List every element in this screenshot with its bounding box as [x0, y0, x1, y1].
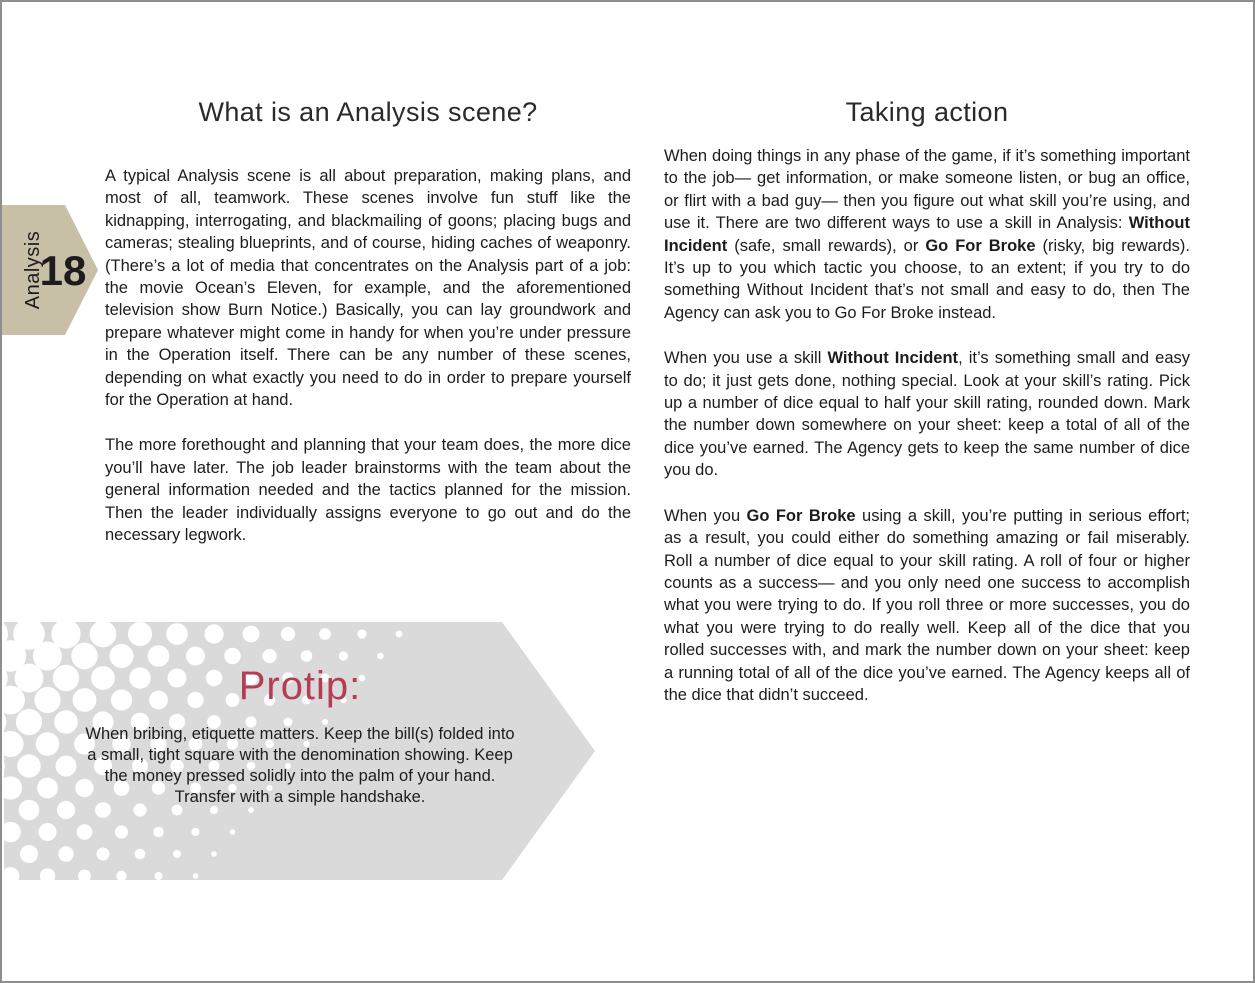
tab-page-number: 18 — [39, 247, 87, 294]
right-column-body — [664, 145, 1190, 729]
left-column-body — [105, 165, 631, 570]
body-paragraph: A typical Analysis scene is all about preparation, making plans, and most of all, teamwork. These scenes involve fun stuff like the kidnapping, interrogating, and blackmailing of goons; placing bugs and cameras; stealing blueprints, and of course, hiding caches of weaponry. (There’s a lot of media that concentrates on the Analysis part of a job: the movie Ocean’s Eleven, for example, and the aforementioned television show Burn Notice.) Basically, you can lay groundwork and prepare whatever might come in handy for when you’re under pressure in the Operation itself. There can be any number of these scenes, depending on what exactly you need to do in order to prepare yourself for the Operation at hand. — [105, 167, 631, 410]
left-section-heading: What is an Analysis scene? — [198, 97, 538, 127]
body-paragraph: When you use a skill Without Incident, it’s something small and easy to do; it just gets done, nothing special. Look at your skill’s rating. Pick up a number of dice equal to half your skill rating, rounded down. Mark the number down somewhere on your sheet: keep a total of all of the dice you’ve earned. The Agency gets to keep the same number of dice you do. — [664, 349, 1191, 480]
protip-body: When bribing, etiquette matters. Keep the bill(s) folded into a small, tight square with the denomination showing. Keep the money pressed solidly into the palm of your hand. Transfer with a simple handshake. — [85, 725, 515, 806]
tab-chapter-label: Analysis — [22, 230, 44, 310]
body-paragraph: When doing things in any phase of the game, if it’s something important to the job— get information, or make someone listen, or bug an office, or flirt with a bad guy— then you figure out what skill you’re using, and use it. There are two different ways to use a skill in Analysis: Without Incident (safe, small rewards), or Go For Broke (risky, big rewards). It’s up to you which tactic you choose, to an extent; if you try to do something Without Incident that’s not small and easy to do, then The Agency can ask you to Go For Broke instead. — [664, 147, 1190, 322]
protip-heading: Protip: — [238, 664, 362, 708]
right-section-heading: Taking action — [845, 97, 1009, 127]
body-paragraph: When you Go For Broke using a skill, you’re putting in serious effort; as a result, you could either do something amazing or fail miserably. Roll a number of dice equal to your skill rating. A roll of four or higher counts as a success— and you only need one success to accomplish what you were trying to do. If you roll three or more successes, you do what you were trying to do really well. Keep all of the dice that you rolled successes with, and mark the number down on your sheet: keep a running total of all of the dice you’ve earned. The Agency keeps all of the dice that didn’t succeed. — [664, 506, 1191, 704]
body-paragraph: The more forethought and planning that your team does, the more dice you’ll have later. The job leader brainstorms with the team about the general information needed and the tactics planned for the mission. Then the leader individually assigns everyone to go out and do the necessary legwork. — [105, 436, 631, 545]
analysis-side-tab — [2, 205, 99, 335]
